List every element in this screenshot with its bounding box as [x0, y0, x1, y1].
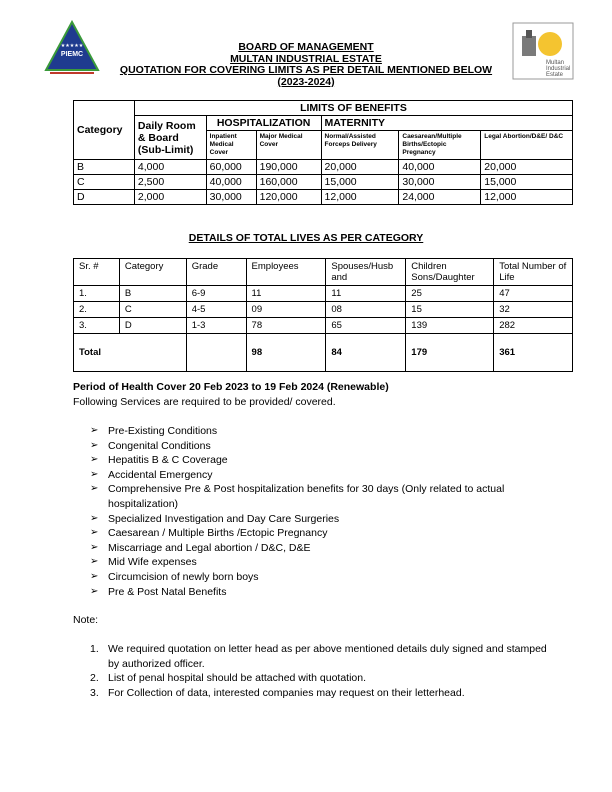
arrow-bullet-icon: ➢	[90, 439, 99, 451]
table-cell: 1.	[74, 286, 120, 302]
column-header: Sr. #	[74, 259, 120, 286]
table-cell: 24,000	[399, 190, 481, 205]
table-cell: 2,000	[134, 190, 206, 205]
arrow-bullet-icon: ➢	[90, 527, 99, 539]
column-header: Spouses/Husb and	[326, 259, 406, 286]
limits-table	[73, 100, 573, 205]
list-item: ➢ Pre & Post Natal Benefits	[90, 585, 227, 598]
table-cell: 15,000	[481, 175, 573, 190]
table-cell: 78	[246, 318, 326, 334]
table-cell: 3.	[74, 318, 120, 334]
period-of-cover: Period of Health Cover 20 Feb 2023 to 19 Feb 2024 (Renewable)	[73, 381, 389, 393]
table-cell: B	[119, 286, 186, 302]
services-intro: Following Services are required to be provided/ covered.	[73, 396, 336, 408]
list-item: ➢ Circumcision of newly born boys	[90, 570, 259, 583]
table-cell: 60,000	[206, 160, 256, 175]
header-line-2: MULTAN INDUSTRIAL ESTATE	[230, 52, 382, 65]
hospitalization-header: HOSPITALIZATION	[206, 116, 321, 131]
list-item: ➢ Specialized Investigation and Day Care Surgeries	[90, 512, 340, 525]
multan-industrial-estate-logo	[512, 22, 574, 80]
notes-list	[90, 642, 550, 700]
list-item: ➢ Accidental Emergency	[90, 468, 213, 481]
sub-header: Inpatient Medical Cover	[206, 131, 256, 160]
daily-room-header: Daily Room & Board (Sub-Limit)	[134, 116, 206, 160]
table-cell: 08	[326, 302, 406, 318]
table-cell: 32	[494, 302, 573, 318]
svg-text:Multan: Multan	[546, 60, 565, 66]
svg-text:Estate: Estate	[546, 72, 564, 78]
svg-text:Industrial: Industrial	[546, 66, 571, 72]
table-cell: 47	[494, 286, 573, 302]
arrow-bullet-icon: ➢	[90, 483, 99, 495]
table-cell: 4-5	[186, 302, 246, 318]
table-cell: D	[74, 190, 135, 205]
table-cell: 1-3	[186, 318, 246, 334]
arrow-bullet-icon: ➢	[90, 585, 99, 597]
table-cell: 30,000	[399, 175, 481, 190]
table-cell: 282	[494, 318, 573, 334]
document-header	[100, 42, 512, 88]
total-employees: 98	[246, 334, 326, 372]
table-cell: C	[119, 302, 186, 318]
lives-table	[73, 258, 573, 372]
column-header: Children Sons/Daughter	[406, 259, 494, 286]
arrow-bullet-icon: ➢	[90, 556, 99, 568]
table-cell: 15	[406, 302, 494, 318]
list-item: ➢ Mid Wife expenses	[90, 556, 197, 569]
list-item: ➢ Comprehensive Pre & Post hospitalization benefits for 30 days (Only related to actual hospitalization)	[90, 483, 505, 510]
header-line-1: BOARD OF MANAGEMENT	[238, 41, 374, 53]
list-item: 1. We required quotation on letter head as per above mentioned details duly signed and stamped by authorized officer.	[90, 643, 547, 670]
table-cell: 12,000	[321, 190, 399, 205]
sub-header: Major Medical Cover	[256, 131, 321, 160]
table-cell: 160,000	[256, 175, 321, 190]
table-header-row	[74, 259, 573, 286]
table-cell: 40,000	[206, 175, 256, 190]
list-item: ➢ Hepatitis B & C Coverage	[90, 454, 228, 467]
table-cell: D	[119, 318, 186, 334]
arrow-bullet-icon: ➢	[90, 512, 99, 524]
sub-header: Caesarean/Multiple Births/Ectopic Pregnancy	[399, 131, 481, 160]
header-line-3: QUOTATION FOR COVERING LIMITS AS PER DETAIL MENTIONED BELOW	[119, 64, 493, 76]
table-cell: 11	[326, 286, 406, 302]
arrow-bullet-icon: ➢	[90, 454, 99, 466]
arrow-bullet-icon: ➢	[90, 541, 99, 553]
column-header: Grade	[186, 259, 246, 286]
lives-section-title: DETAILS OF TOTAL LIVES AS PER CATEGORY	[188, 232, 424, 244]
limits-title: LIMITS OF BENEFITS	[134, 101, 572, 116]
table-row	[74, 318, 573, 334]
table-cell: 20,000	[481, 160, 573, 175]
arrow-bullet-icon: ➢	[90, 425, 99, 436]
services-list	[90, 424, 540, 599]
table-row	[74, 160, 573, 175]
table-cell: B	[74, 160, 135, 175]
maternity-header: MATERNITY	[321, 116, 572, 131]
table-cell: 15,000	[321, 175, 399, 190]
table-cell: 2,500	[134, 175, 206, 190]
table-cell: 2.	[74, 302, 120, 318]
table-cell: 25	[406, 286, 494, 302]
list-item: 3. For Collection of data, interested companies may request on their letterhead.	[90, 686, 465, 699]
column-header: Employees	[246, 259, 326, 286]
table-cell: 12,000	[481, 190, 573, 205]
list-item: ➢ Caesarean / Multiple Births /Ectopic Pregnancy	[90, 527, 328, 540]
category-header: Category	[74, 101, 135, 160]
arrow-bullet-icon: ➢	[90, 468, 99, 480]
sub-header: Normal/Assisted Forceps Delivery	[321, 131, 399, 160]
arrow-bullet-icon: ➢	[90, 570, 99, 582]
table-cell: 30,000	[206, 190, 256, 205]
table-cell: 11	[246, 286, 326, 302]
note-label: Note:	[73, 614, 99, 626]
column-header: Total Number of Life	[494, 259, 573, 286]
table-cell: 40,000	[399, 160, 481, 175]
table-cell: 139	[406, 318, 494, 334]
header-line-4: (2023-2024)	[277, 75, 335, 88]
table-cell: 65	[326, 318, 406, 334]
sub-header: Legal Abortion/D&E/ D&C	[481, 131, 573, 160]
list-item: ➢ Congenital Conditions	[90, 439, 211, 452]
list-item: ➢ Pre-Existing Conditions	[90, 425, 218, 437]
svg-text:PIEMC: PIEMC	[60, 51, 84, 58]
table-cell: C	[74, 175, 135, 190]
total-row	[74, 334, 573, 372]
table-cell: 09	[246, 302, 326, 318]
list-item: ➢ Miscarriage and Legal abortion / D&C, D&E	[90, 541, 311, 554]
table-cell: 120,000	[256, 190, 321, 205]
table-cell: 190,000	[256, 160, 321, 175]
table-row	[74, 190, 573, 205]
list-item: 2. List of penal hospital should be attached with quotation.	[90, 672, 367, 685]
table-cell	[186, 334, 246, 372]
table-cell: 6-9	[186, 286, 246, 302]
total-label: Total	[74, 334, 187, 372]
column-header: Category	[119, 259, 186, 286]
table-row	[74, 302, 573, 318]
svg-text:★★★★★: ★★★★★	[60, 43, 84, 49]
table-cell: 4,000	[134, 160, 206, 175]
total-lives: 361	[494, 334, 573, 372]
piemc-logo	[44, 20, 100, 76]
table-cell: 20,000	[321, 160, 399, 175]
total-spouses: 84	[326, 334, 406, 372]
table-row	[74, 175, 573, 190]
table-row	[74, 286, 573, 302]
total-children: 179	[406, 334, 494, 372]
